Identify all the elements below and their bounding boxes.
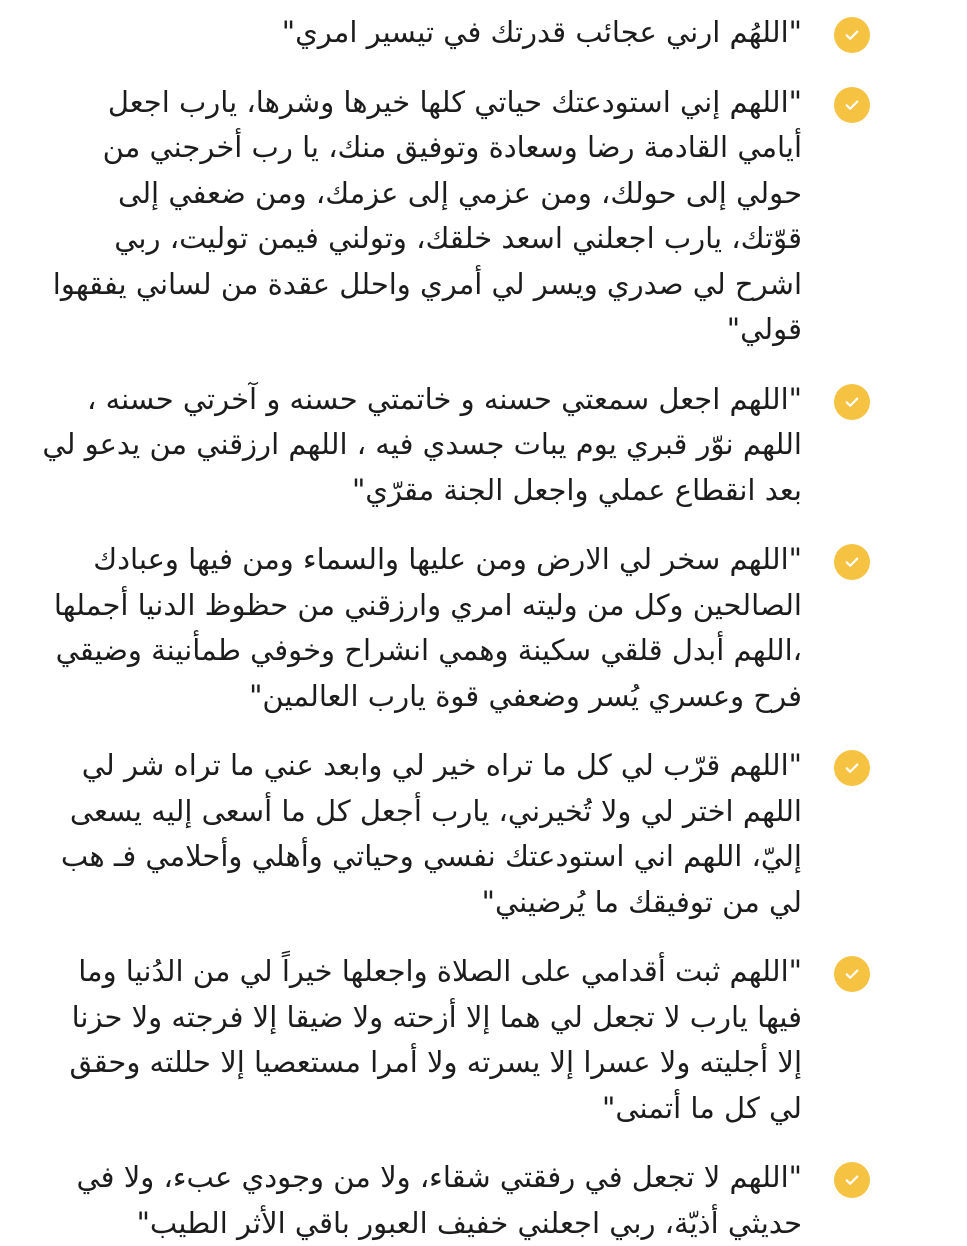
check-icon [834,384,870,420]
dua-item-4 [40,537,802,719]
dua-text: "اللهم ثبت أقدامي على الصلاة واجعلها خيراً لي من الدُنيا وما فيها يارب لا تجعل لي هما إلا أزحته ولا ضيقا إلا فرجته ولا حزنا إلا أجليته ولا عسرا إلا يسرته ولا أمرا مستعصيا إلا حللته وحقق لي كل ما أتمنى" [69,954,802,1125]
dua-text: "اللهم إني استودعتك حياتي كلها خيرها وشرها، يارب اجعل أيامي القادمة رضا وسعادة وتوفيق منك، يا رب أخرجني من حولي إلى حولك، ومن عزمي إلى عزمك، ومن ضعفي إلى قوّتك، يارب اجعلني اسعد خلقك، وتولني فيمن توليت، ربي اشرح لي صدري ويسر لي أمري واحلل عقدة من لساني يفقهوا قولي" [52,84,802,346]
dua-item-5 [40,743,802,925]
check-icon [834,1162,870,1198]
dua-text: "اللهم سخر لي الارض ومن عليها والسماء ومن فيها وعبادك الصالحين وكل من وليته امري وارزقني من حظوظ الدنيا أجملها ،اللهم أبدل قلقي سكينة وهمي انشراح وخوفي طمأنينة وضيقي فرح وعسري يُسر وضعفي قوة يارب العالمين" [53,542,802,713]
dua-text: "اللهُم ارني عجائب قدرتك في تيسير امري" [281,15,802,49]
dua-item-7 [40,1155,802,1246]
dua-text: "اللهم قرّب لي كل ما تراه خير لي وابعد عني ما تراه شر لي اللهم اختر لي ولا تُخيرني، يارب أجعل كل ما أسعى إليه يسعى إليّ، اللهم اني استودعتك نفسي وحياتي وأهلي وأحلامي فـ هب لي من توفيقك ما يُرضيني" [60,748,802,919]
dua-text: "اللهم لا تجعل في رفقتي شقاء، ولا من وجودي عبء، ولا في حديثي أذيّة، ربي اجعلني خفيف العبور باقي الأثر الطيب" [76,1160,802,1240]
check-icon [834,544,870,580]
dua-item-2 [40,80,802,353]
dua-item-3 [40,377,802,514]
dua-list [40,10,802,1246]
check-icon [834,87,870,123]
dua-text: "اللهم اجعل سمعتي حسنه و خاتمتي حسنه و آخرتي حسنه ، اللهم نوّر قبري يوم يبات جسدي فيه ، اللهم ارزقني من يدعو لي بعد انقطاع عملي واجعل الجنة مقرّي" [42,381,802,507]
check-icon [834,956,870,992]
check-icon [834,17,870,53]
check-icon [834,750,870,786]
dua-item-6 [40,949,802,1131]
dua-item-1 [40,10,802,56]
